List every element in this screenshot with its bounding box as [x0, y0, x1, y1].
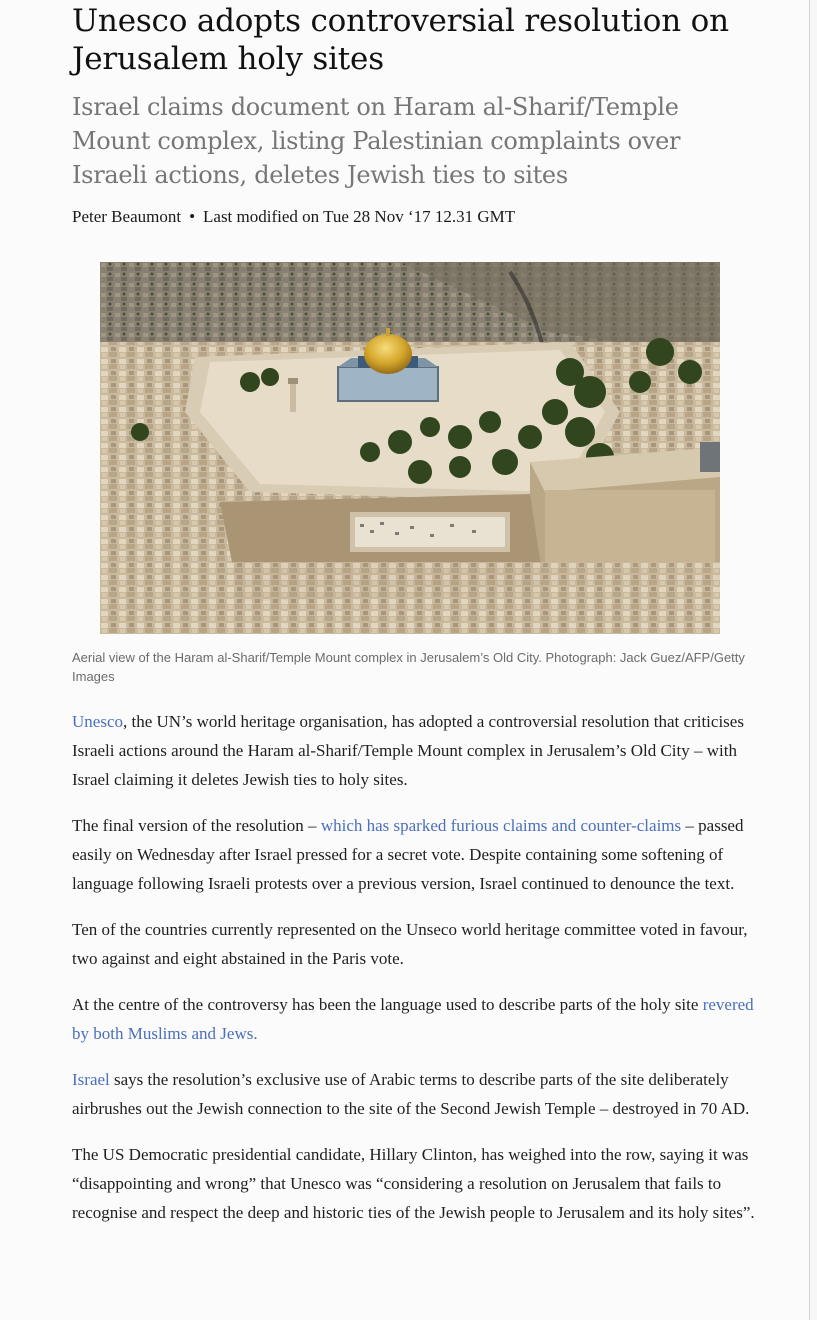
last-modified: Last modified on Tue 28 Nov ‘17 12.31 GMT	[203, 207, 516, 226]
link-unesco[interactable]: Unesco	[72, 712, 123, 731]
paragraph-3	[72, 915, 762, 973]
paragraph-2-text-before: The final version of the resolution –	[72, 816, 321, 835]
paragraph-5-text: says the resolution’s exclusive use of Arabic terms to describe parts of the site deliberately airbrushes out the Jewish connection to the site of the Second Jewish Temple – destroyed in 70 AD.	[72, 1070, 750, 1118]
link-revered-by-both[interactable]: revered by both Muslims and Jews.	[72, 995, 754, 1043]
paragraph-2	[72, 811, 762, 898]
paragraph-4-text: At the centre of the controversy has been the language used to describe parts of the holy site	[72, 995, 703, 1014]
paragraph-1-text: , the UN’s world heritage organisation, has adopted a controversial resolution that criticises Israeli actions around the Haram al-Sharif/Temple Mount complex in Jerusalem’s Old City – with Israel claiming it deletes Jewish ties to holy sites.	[72, 712, 744, 789]
article-body	[72, 707, 762, 1244]
byline	[72, 206, 752, 228]
article-photo	[100, 262, 720, 634]
photo-caption: Aerial view of the Haram al-Sharif/Temple Mount complex in Jerusalem’s Old City. Photograph: Jack Guez/AFP/Getty Images	[72, 650, 745, 684]
paragraph-3-text: Ten of the countries currently represented on the Unseco world heritage committee voted in favour, two against and eight abstained in the Paris vote.	[72, 920, 748, 968]
link-furious-claims[interactable]: which has sparked furious claims and counter-claims	[320, 816, 682, 835]
headline: Unesco adopts controversial resolution on Jerusalem holy sites	[72, 3, 729, 77]
paragraph-6-text: The US Democratic presidential candidate, Hillary Clinton, has weighed into the row, saying it was “disappointing and wrong” that Unesco was “considering a resolution on Jerusalem that fails to recognise and respect the deep and historic ties of the Jewish people to Jerusalem and its holy sites”.	[72, 1145, 755, 1222]
paragraph-4	[72, 990, 762, 1048]
article-content	[72, 0, 755, 1222]
paragraph-5	[72, 1065, 762, 1123]
link-israel[interactable]: Israel	[72, 1070, 110, 1089]
byline-separator: •	[189, 207, 196, 226]
author-name[interactable]: Peter Beaumont	[72, 207, 182, 226]
paragraph-1	[72, 707, 762, 794]
aerial-photo-illustration	[100, 262, 720, 634]
paragraph-2-text-after: – passed easily on Wednesday after Israel pressed for a secret vote. Despite containing some softening of language following Israeli protests over a previous version, Israel continued to denounce the text.	[72, 816, 744, 893]
standfirst: Israel claims document on Haram al-Sharif/Temple Mount complex, listing Palestinian complaints over Israeli actions, deletes Jewish ties to sites	[72, 93, 681, 189]
paragraph-6	[72, 1140, 762, 1227]
